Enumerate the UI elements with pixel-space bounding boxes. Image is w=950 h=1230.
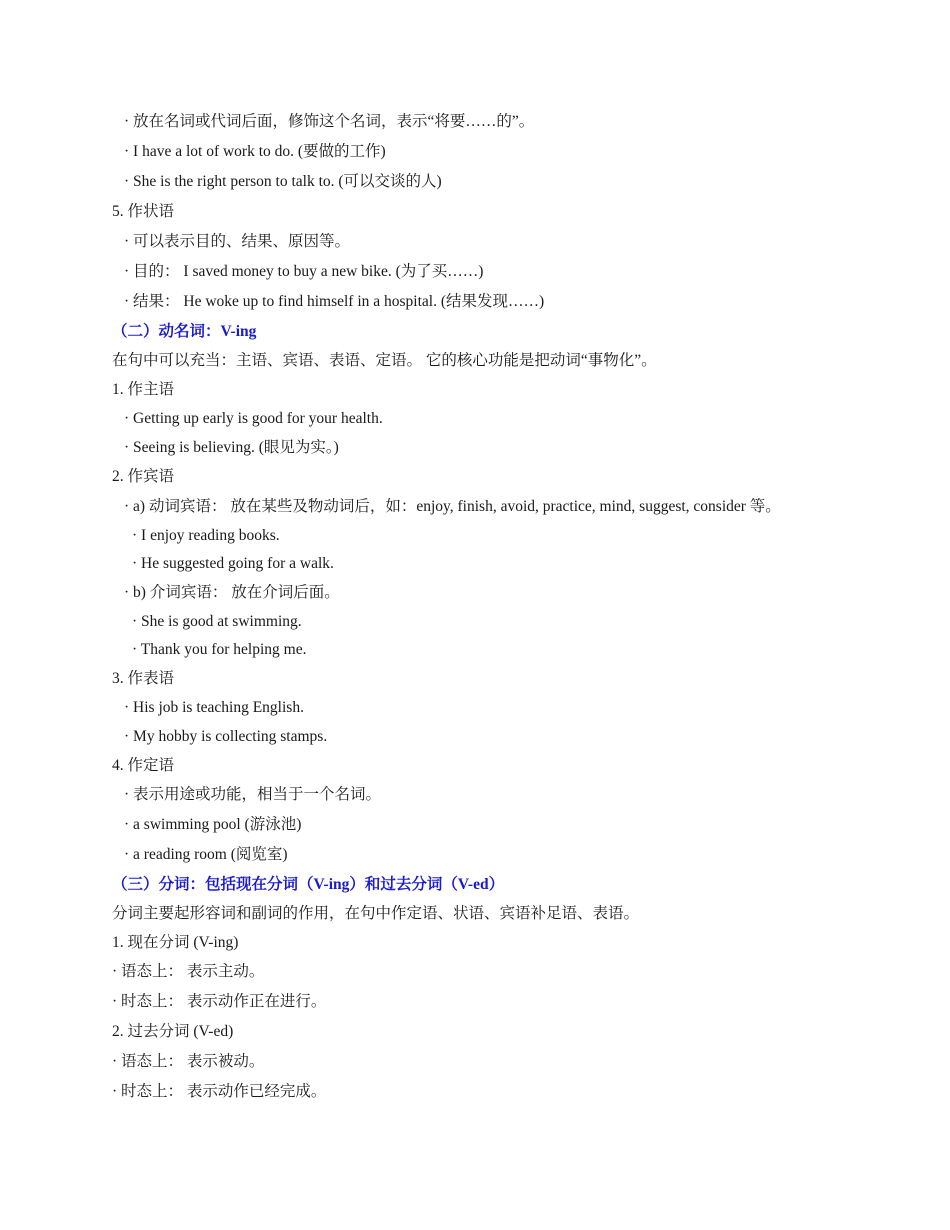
section-item-title: 1. 现在分词 (V-ing) — [112, 934, 239, 951]
bullet-line: · 语态上： 表示被动。 — [112, 1053, 265, 1070]
bullet-line: · 语态上： 表示主动。 — [112, 963, 265, 980]
bullet-line: · I have a lot of work to do. (要做的工作) — [124, 143, 386, 160]
sub-bullet-line: · I enjoy reading books. — [132, 527, 280, 544]
bullet-line: · His job is teaching English. — [124, 699, 304, 716]
section-item-title: 3. 作表语 — [112, 670, 175, 687]
bullet-line: · 表示用途或功能，相当于一个名词。 — [124, 786, 382, 803]
section-heading: （二）动名词：V-ing — [112, 323, 257, 340]
sub-bullet-line: · He suggested going for a walk. — [132, 555, 334, 572]
sub-bullet-line: · She is good at swimming. — [132, 613, 302, 630]
section-item-title: 5. 作状语 — [112, 203, 175, 220]
sub-bullet-line: · Thank you for helping me. — [132, 641, 307, 658]
bullet-line: · b) 介词宾语： 放在介词后面。 — [124, 584, 340, 601]
section-item-title: 2. 过去分词 (V-ed) — [112, 1023, 234, 1040]
paragraph: 分词主要起形容词和副词的作用，在句中作定语、状语、宾语补足语、表语。 — [112, 905, 640, 922]
bullet-line: · 目的： I saved money to buy a new bike. (为了买……) — [124, 263, 484, 280]
bullet-line: · 放在名词或代词后面，修饰这个名词，表示“将要……的”。 — [124, 113, 535, 130]
section-item-title: 4. 作定语 — [112, 757, 175, 774]
bullet-line: · 时态上： 表示动作已经完成。 — [112, 1083, 327, 1100]
bullet-line: · She is the right person to talk to. (可以交谈的人) — [124, 173, 442, 190]
bullet-line: · Seeing is believing. (眼见为实。) — [124, 439, 339, 456]
bullet-line: · a swimming pool (游泳池) — [124, 816, 302, 833]
bullet-line: · My hobby is collecting stamps. — [124, 728, 328, 745]
bullet-line: · 可以表示目的、结果、原因等。 — [124, 233, 351, 250]
bullet-line: · a reading room (阅览室) — [124, 846, 288, 863]
section-heading: （三）分词：包括现在分词（V-ing）和过去分词（V-ed） — [112, 876, 505, 893]
section-item-title: 2. 作宾语 — [112, 468, 175, 485]
paragraph: 在句中可以充当：主语、宾语、表语、定语。 它的核心功能是把动词“事物化”。 — [112, 352, 657, 369]
bullet-line: · a) 动词宾语： 放在某些及物动词后，如：enjoy, finish, avoid, practice, mind, suggest, consider 等。 — [124, 498, 781, 515]
section-item-title: 1. 作主语 — [112, 381, 175, 398]
bullet-line: · 结果： He woke up to find himself in a hospital. (结果发现……) — [124, 293, 545, 310]
bullet-line: · 时态上： 表示动作正在进行。 — [112, 993, 327, 1010]
bullet-line: · Getting up early is good for your health. — [124, 410, 383, 427]
